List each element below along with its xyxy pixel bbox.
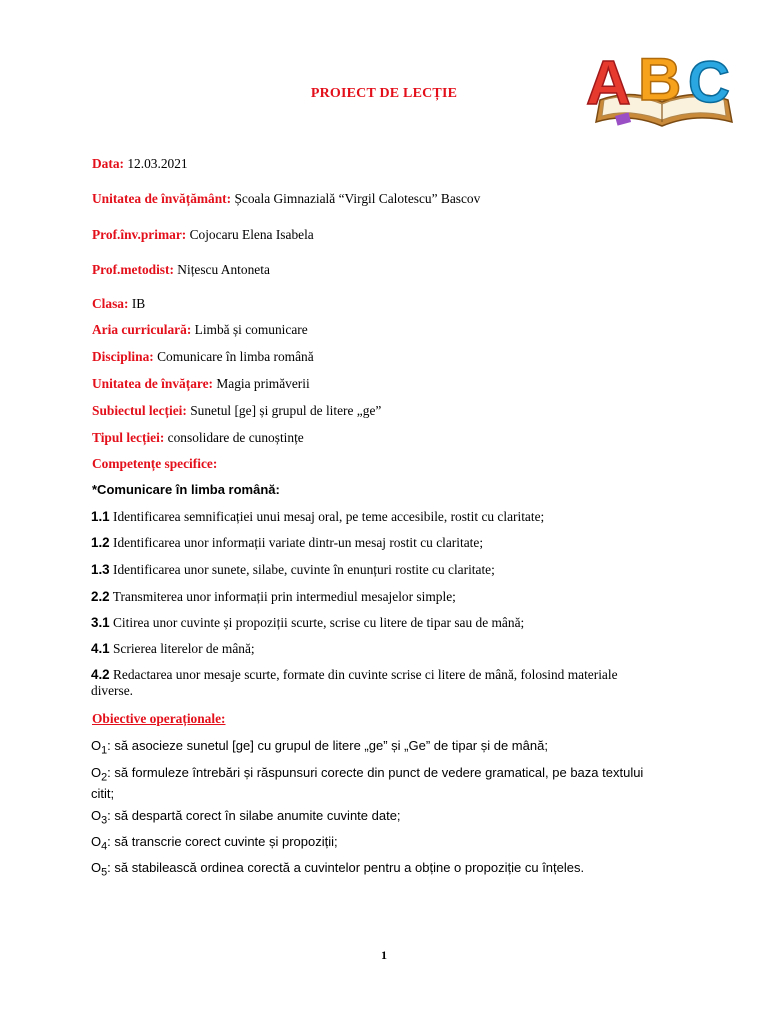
obiectiv-letter: O: [91, 834, 102, 849]
obiectiv-item: [91, 834, 691, 855]
field-clasa-label: Clasa:: [92, 296, 129, 311]
field-unitatea-invatare-value: Magia primăverii: [216, 376, 310, 391]
obiectiv-text: : să despartă corect în silabe anumite cuvinte date;: [107, 808, 401, 823]
abc-book-logo: [582, 30, 744, 138]
field-unitatea-label: Unitatea de învățământ:: [92, 191, 232, 206]
obiectiv-text: : să formuleze întrebări și răspunsuri corecte din punct de vedere gramatical, pe baza textului citit;: [91, 765, 644, 801]
field-tipul-value: consolidare de cunoștințe: [167, 430, 304, 445]
field-unitatea: [92, 191, 480, 207]
competenta-number: 1.1: [91, 509, 110, 524]
competenta-item: [91, 589, 651, 605]
competenta-number: 4.1: [91, 641, 110, 656]
competenta-number: 1.3: [91, 562, 110, 577]
field-disciplina: [92, 349, 314, 365]
field-aria: [92, 322, 308, 338]
obiectiv-index: 1: [101, 744, 108, 757]
field-data: [92, 156, 188, 172]
field-disciplina-label: Disciplina:: [92, 349, 154, 364]
obiectiv-text: : să transcrie corect cuvinte și propoziții;: [107, 834, 338, 849]
obiectiv-letter: O: [91, 808, 102, 823]
competenta-text: Citirea unor cuvinte și propoziții scurte, scrise cu litere de tipar sau de mână;: [112, 615, 525, 630]
field-unitatea-value: Școala Gimnazială “Virgil Calotescu” Bascov: [234, 191, 481, 206]
competenta-text: Redactarea unor mesaje scurte, formate din cuvinte scrise ci litere de mână, folosind materiale diverse.: [91, 667, 618, 698]
logo-letter-c: C: [688, 50, 730, 115]
page-title: PROIECT DE LECȚIE: [310, 86, 458, 101]
competenta-item: [91, 509, 651, 525]
obiectiv-index: 4: [101, 840, 108, 853]
field-unitatea-invatare: [92, 376, 310, 392]
obiectiv-item: [91, 765, 656, 802]
competenta-number: 1.2: [91, 535, 110, 550]
competenta-text: Identificarea unor informații variate dintr-un mesaj rostit cu claritate;: [112, 535, 484, 550]
field-tipul-label: Tipul lecției:: [92, 430, 165, 445]
obiectiv-item: [91, 738, 691, 759]
field-subiectul-value: Sunetul [ge] și grupul de litere „ge”: [190, 403, 382, 418]
field-unitatea-invatare-label: Unitatea de învățare:: [92, 376, 213, 391]
obiective-heading: Obiective operaționale:: [92, 711, 226, 726]
field-prof-metodist-label: Prof.metodist:: [92, 262, 174, 277]
obiectiv-item: [91, 860, 711, 881]
field-data-value: 12.03.2021: [127, 156, 188, 171]
obiectiv-item: [91, 808, 691, 829]
obiectiv-letter: O: [91, 860, 102, 875]
field-aria-label: Aria curriculară:: [92, 322, 192, 337]
field-clasa: [92, 296, 145, 312]
field-subiectul: [92, 403, 381, 419]
competenta-item: [91, 535, 651, 551]
competente-heading: Competențe specifice:: [92, 456, 218, 471]
obiectiv-text: : să asocieze sunetul [ge] cu grupul de litere „ge” și „Ge” de tipar și de mână;: [107, 738, 548, 753]
competenta-text: Scrierea literelor de mână;: [112, 641, 255, 656]
competente-subheading: *Comunicare în limba română:: [92, 482, 280, 497]
obiectiv-letter: O: [91, 765, 102, 780]
obiectiv-index: 3: [101, 814, 108, 827]
field-clasa-value: IB: [131, 296, 146, 311]
competenta-item: [91, 615, 651, 631]
competenta-text: Transmiterea unor informații prin intermediul mesajelor simple;: [112, 589, 456, 604]
page-number: 1: [381, 948, 387, 962]
obiectiv-letter: O: [91, 738, 102, 753]
field-subiectul-label: Subiectul lecției:: [92, 403, 187, 418]
competenta-text: Identificarea semnificației unui mesaj oral, pe teme accesibile, rostit cu claritate;: [112, 509, 545, 524]
field-prof-metodist-value: Nițescu Antoneta: [177, 262, 270, 277]
obiectiv-index: 5: [101, 866, 108, 879]
field-prof-primar-value: Cojocaru Elena Isabela: [189, 227, 314, 242]
obiectiv-index: 2: [101, 771, 108, 784]
field-prof-primar-label: Prof.înv.primar:: [92, 227, 187, 242]
obiectiv-text: : să stabilească ordinea corectă a cuvintelor pentru a obține o propoziție cu înțeles.: [107, 860, 585, 875]
competenta-item: [91, 641, 651, 657]
field-tipul: [92, 430, 304, 446]
competenta-text: Identificarea unor sunete, silabe, cuvinte în enunțuri rostite cu claritate;: [112, 562, 495, 577]
field-prof-primar: [92, 227, 314, 243]
competenta-item: [91, 667, 651, 699]
competenta-number: 4.2: [91, 667, 110, 682]
competenta-item: [91, 562, 651, 578]
logo-letter-b: B: [638, 46, 682, 113]
logo-letter-a: A: [586, 49, 631, 118]
field-aria-value: Limbă și comunicare: [194, 322, 308, 337]
field-disciplina-value: Comunicare în limba română: [157, 349, 314, 364]
competenta-number: 3.1: [91, 615, 110, 630]
competenta-number: 2.2: [91, 589, 110, 604]
field-prof-metodist: [92, 262, 270, 278]
field-data-label: Data:: [92, 156, 124, 171]
